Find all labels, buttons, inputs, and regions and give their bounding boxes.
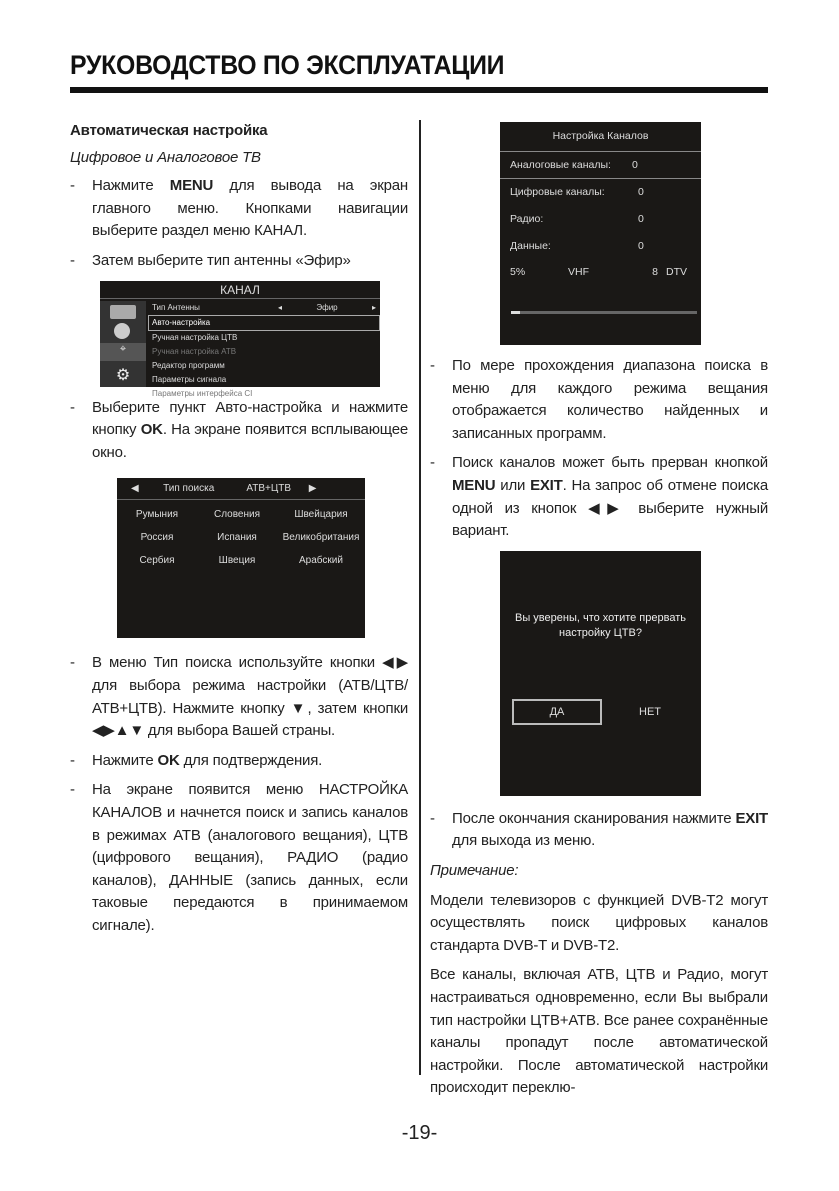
channel-setup-screenshot: [500, 122, 701, 345]
right-column: [430, 122, 768, 1107]
abort-dialog-screenshot: [500, 551, 701, 796]
country-option[interactable]: Швеция: [218, 555, 256, 567]
search-type-screenshot: [117, 478, 365, 638]
channel-count-row: [500, 233, 701, 260]
menu-item-signal-params[interactable]: Параметры сигнала: [152, 374, 227, 384]
scan-percent: 5%: [510, 266, 526, 278]
note-progress: - По мере прохождения диапазона поиска в меню для каждого режима вещания отображается количество найденных и записанных программ.: [430, 355, 768, 445]
row-value: 0: [632, 159, 638, 171]
country-option[interactable]: Швейцария: [294, 509, 348, 521]
channel-count-row: [500, 152, 701, 179]
row-label: Радио:: [510, 213, 544, 225]
column-divider: [419, 120, 421, 1075]
key-name: OK: [157, 751, 180, 769]
page-number: -19-: [401, 1122, 438, 1144]
left-arrow-icon: ◂: [277, 302, 282, 312]
right-arrow-icon: ▶: [308, 483, 317, 495]
value: Эфир: [316, 302, 338, 312]
menu-item-auto-tune[interactable]: Авто-настройка: [148, 315, 380, 331]
right-arrow-icon: ▸: [371, 302, 376, 312]
country-option[interactable]: Сербия: [139, 555, 175, 567]
menu-icons-column: [100, 301, 146, 387]
step-search-type: - В меню Тип поиска используйте кнопки ◀▶ для выбора режима настройки (АТВ/ЦТВ/АТВ+ЦТВ). Нажмите кнопку ▼, затем кнопки ◀▶▲▼ для выбора Вашей страны.: [70, 652, 408, 742]
note-all-channels: Все каналы, включая АТВ, ЦТВ и Радио, могут настраиваться одновременно, если Вы выбрали тип настройки ЦТВ+АТВ. Все ранее сохранённые каналы пропадут после автоматической настройки. После автоматической настройки происходит переклю-: [430, 966, 768, 1097]
yes-button[interactable]: ДА: [512, 699, 602, 725]
scan-status: [500, 260, 701, 284]
channel-count-row: [500, 206, 701, 233]
key-name: EXIT: [735, 809, 768, 827]
abort-dialog-message: Вы уверены, что хотите прервать настройку ЦТВ?: [515, 611, 686, 639]
text: . На экране появится всплывающее окно.: [92, 421, 409, 461]
row-value: 0: [638, 213, 644, 225]
text: для вывода на экран главного меню. Кнопками навигации выберите раздел меню КАНАЛ.: [92, 177, 408, 240]
satellite-icon: ⌖: [100, 343, 146, 361]
menu-item-program-editor[interactable]: Редактор программ: [152, 360, 225, 370]
step-channel-setup: - На экране появится меню НАСТРОЙКА КАНАЛОВ и начнется поиск и запись каналов в режимах АТВ (аналогового вещания), ЦТВ (цифрового вещания), РАДИО (радио каналов), ДАННЫЕ (запись данных, если таковые передаются в принимаемом сигнале).: [70, 779, 408, 937]
menu-item-ci-params[interactable]: Параметры интерфейса CI: [152, 388, 253, 398]
label: Тип Антенны: [152, 302, 200, 312]
country-option[interactable]: Россия: [140, 532, 174, 544]
gear-icon: ⚙: [115, 366, 131, 384]
text: Поиск каналов может быть прерван кнопкой: [452, 454, 768, 472]
scan-progress-bar: [511, 311, 697, 314]
kanal-menu-screenshot: [100, 281, 380, 398]
country-option[interactable]: Словения: [213, 509, 260, 521]
text: Выберите пункт Авто-настройка и нажмите кнопку: [92, 398, 408, 439]
key-name: EXIT: [530, 476, 563, 494]
text: После окончания сканирования нажмите: [452, 809, 736, 827]
key-name: MENU: [169, 177, 214, 195]
text: для выхода из меню.: [452, 832, 596, 850]
scan-progress-fill: [511, 311, 520, 314]
folder-icon: [110, 305, 136, 319]
note-dvb-t2: Модели телевизоров с функцией DVB-T2 могут осуществлять поиск цифровых каналов стандарта DVB-T и DVB-T2.: [430, 891, 768, 954]
channel-count-row: [500, 179, 701, 206]
step-menu: [70, 175, 408, 243]
left-column: [70, 120, 408, 944]
row-label: Данные:: [510, 240, 551, 252]
text: . На запрос об отмене поиска одной из кнопок ◀▶ выберите нужный вариант.: [452, 476, 768, 540]
step-antenna: - Затем выберите тип антенны «Эфир»: [70, 250, 408, 273]
sound-icon: [114, 323, 130, 339]
note-abort: [430, 452, 768, 542]
title-rule: [70, 87, 768, 93]
note-label: Примечание:: [430, 861, 519, 879]
menu-item-manual-dtv[interactable]: Ручная настройка ЦТВ: [152, 332, 238, 342]
search-type-row[interactable]: [117, 478, 365, 500]
step-auto-tune: [70, 397, 408, 465]
step-confirm: [70, 750, 408, 773]
left-arrow-icon: ◀: [131, 483, 139, 495]
row-value: 0: [638, 186, 644, 198]
scan-mode: DTV: [666, 266, 687, 278]
note-exit: [430, 808, 768, 853]
row-value: 0: [638, 240, 644, 252]
no-button[interactable]: НЕТ: [639, 705, 661, 718]
key-name: MENU: [452, 476, 496, 494]
label: Тип поиска: [163, 483, 215, 495]
menu-item-manual-atv[interactable]: Ручная настройка АТВ: [152, 346, 237, 356]
text: Нажмите: [92, 177, 170, 195]
country-option[interactable]: Арабский: [299, 555, 343, 567]
row-label: Цифровые каналы:: [510, 186, 605, 198]
page-title: РУКОВОДСТВО ПО ЭКСПЛУАТАЦИИ: [70, 50, 505, 80]
section-heading: Автоматическая настройка: [70, 122, 268, 139]
scan-band: VHF: [568, 266, 589, 278]
country-option[interactable]: Румыния: [135, 509, 179, 521]
text: Нажмите: [92, 751, 158, 769]
text: или: [495, 476, 531, 494]
kanal-menu-title: КАНАЛ: [100, 281, 380, 299]
channel-setup-title: Настройка Каналов: [500, 122, 701, 152]
country-option[interactable]: Испания: [217, 532, 257, 544]
key-name: OK: [140, 421, 163, 439]
text: для подтверждения.: [179, 751, 323, 769]
section-subheading: Цифровое и Аналоговое ТВ: [70, 148, 261, 166]
country-option[interactable]: Великобритания: [282, 532, 360, 544]
row-label: Аналоговые каналы:: [510, 159, 611, 171]
menu-item-antenna-type[interactable]: [152, 301, 380, 315]
value: АТВ+ЦТВ: [246, 483, 292, 495]
scan-channel: 8: [652, 266, 658, 278]
